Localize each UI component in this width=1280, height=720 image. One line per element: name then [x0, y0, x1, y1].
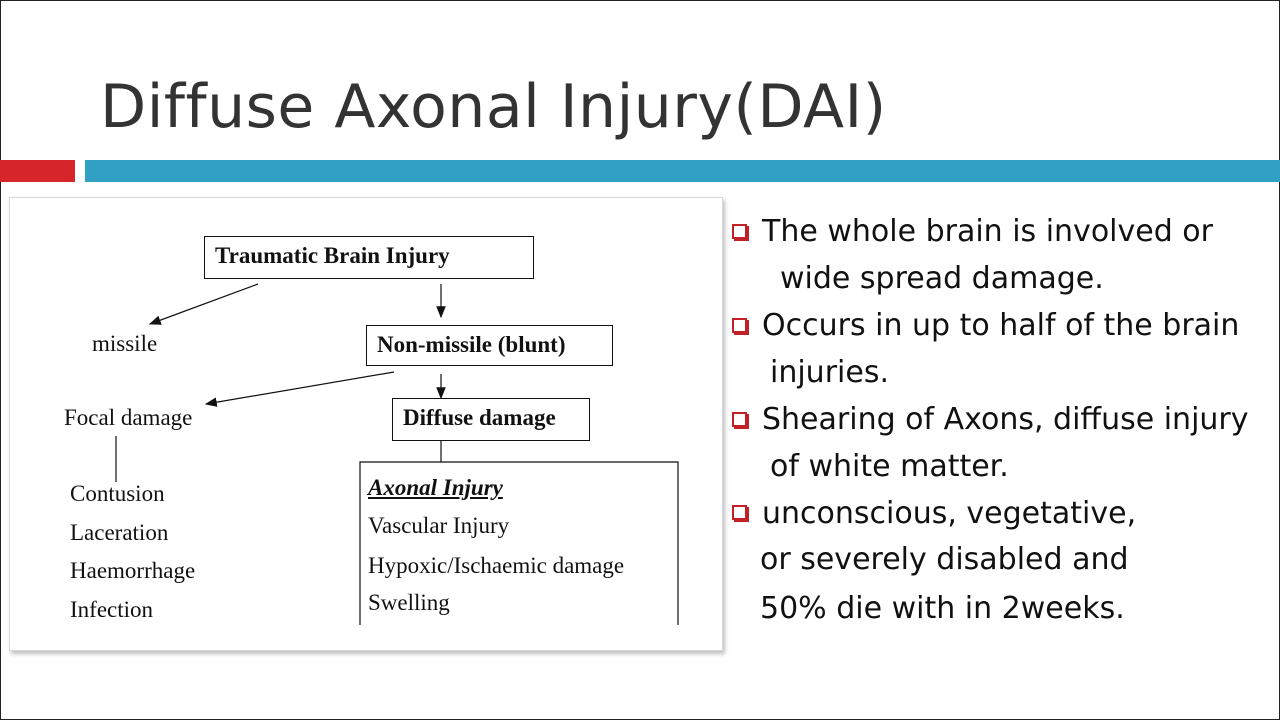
bullet-4-line-1: unconscious, vegetative, — [762, 496, 1137, 531]
bullet-square-icon — [732, 505, 747, 520]
arrow-root-to-missile — [150, 284, 258, 324]
diffuse-item-vascular-injury: Vascular Injury — [368, 513, 510, 538]
bullet-3-line-1: Shearing of Axons, diffuse injury — [762, 402, 1249, 437]
slide-title: Diffuse Axonal Injury(DAI) — [100, 72, 887, 142]
bullet-square-icon — [732, 224, 747, 239]
diffuse-item-hypoxic-ischaemic: Hypoxic/Ischaemic damage — [368, 553, 625, 578]
diffuse-item-axonal-injury: Axonal Injury — [368, 475, 503, 500]
node-non-missile: Non-missile (blunt) — [366, 325, 613, 366]
focal-item-haemorrhage: Haemorrhage — [70, 558, 196, 583]
diffuse-item-swelling: Swelling — [368, 590, 450, 615]
bullet-4-line-2: or severely disabled and — [760, 542, 1129, 577]
tbi-classification-diagram — [9, 197, 723, 651]
arrow-nonmissile-to-focal — [206, 372, 394, 404]
focal-item-laceration: Laceration — [70, 520, 169, 545]
focal-item-infection: Infection — [70, 597, 154, 622]
node-diffuse-damage: Diffuse damage — [392, 398, 590, 441]
accent-bar-blue — [85, 160, 1280, 182]
bullet-4-line-3: 50% die with in 2weeks. — [760, 591, 1125, 626]
bullet-square-icon — [732, 412, 747, 427]
bullet-2-line-2: injuries. — [770, 355, 889, 390]
node-focal-damage: Focal damage — [64, 405, 193, 430]
bullet-2-line-1: Occurs in up to half of the brain — [762, 308, 1240, 343]
bullet-square-icon — [732, 318, 747, 333]
accent-bar-red — [0, 160, 75, 182]
node-missile: missile — [92, 331, 158, 356]
bullet-1-line-1: The whole brain is involved or — [762, 214, 1213, 249]
bullet-1-line-2: wide spread damage. — [780, 261, 1104, 296]
focal-item-contusion: Contusion — [70, 481, 165, 506]
node-traumatic-brain-injury: Traumatic Brain Injury — [204, 236, 534, 279]
bullet-3-line-2: of white matter. — [770, 449, 1009, 484]
